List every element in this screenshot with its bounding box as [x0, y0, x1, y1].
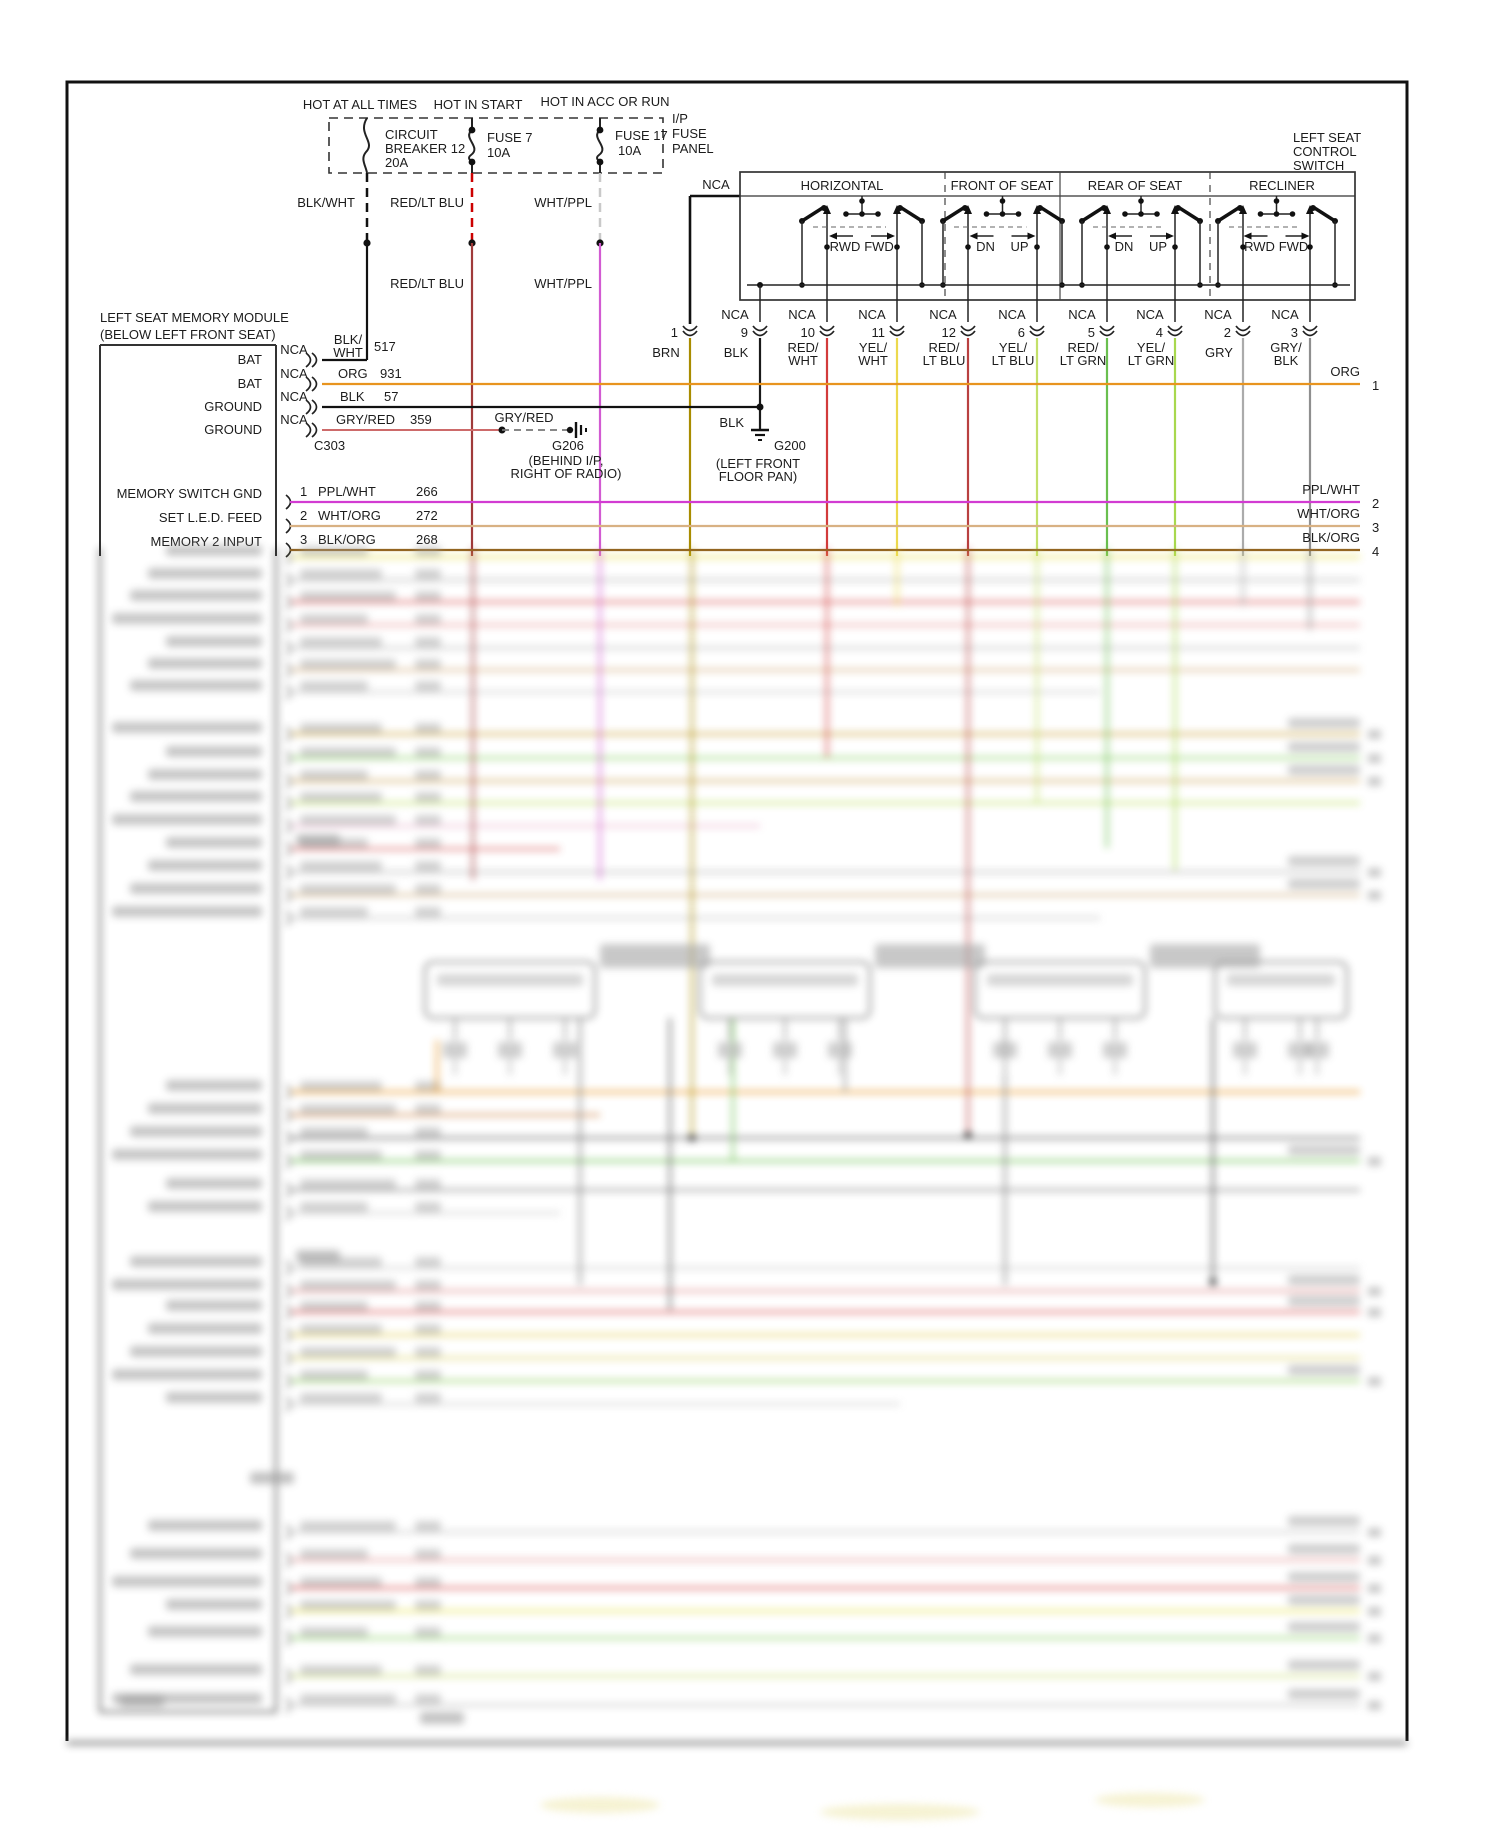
fuse17-label: 10A — [618, 143, 642, 158]
right-edge-wire-label: ORG — [1330, 364, 1360, 379]
wire-label: GRY/RED — [336, 412, 395, 427]
right-edge-wire-label: PPL/WHT — [1302, 482, 1360, 497]
pin-number: 11 — [871, 325, 885, 340]
pin-number: 5 — [1087, 325, 1095, 340]
right-edge-number: 4 — [1372, 544, 1380, 559]
pin-number: 3 — [300, 532, 308, 547]
nca-label: NCA — [998, 307, 1026, 322]
wire-label: BLK — [340, 389, 365, 404]
wire-label: BLK/ — [333, 332, 363, 347]
ground-wire-label: GRY/RED — [494, 410, 554, 425]
switch-direction-label: DN — [1114, 239, 1134, 254]
switch-title: CONTROL — [1293, 144, 1357, 159]
module-pin-label: BAT — [237, 352, 262, 367]
pin-number: 1 — [670, 325, 678, 340]
pin-wire-color: LT BLU — [991, 353, 1035, 368]
panel-label: I/P — [672, 111, 688, 126]
pin-wire-color: WHT — [858, 353, 888, 368]
right-edge-wire-label: WHT/ORG — [1297, 506, 1360, 521]
wire-label: WHT/ORG — [318, 508, 381, 523]
switch-section-label: RECLINER — [1249, 178, 1315, 193]
pin-number: 1 — [300, 484, 308, 499]
module-pin-label: SET L.E.D. FEED — [158, 510, 262, 525]
pin-wire-color: BLK — [723, 345, 749, 360]
pin-number: 2 — [1223, 325, 1231, 340]
wire-number: 268 — [416, 532, 438, 547]
fuse-panel — [329, 111, 714, 173]
switch-contact — [1218, 207, 1240, 221]
pin-number: 9 — [740, 325, 748, 340]
pin-wire-color: GRY/ — [1270, 340, 1302, 355]
wire-number: 517 — [374, 339, 396, 354]
switch-direction-label: FWD — [1278, 239, 1309, 254]
wire-number: 266 — [416, 484, 438, 499]
module-title: LEFT SEAT MEMORY MODULE — [100, 310, 289, 325]
module-title: (BELOW LEFT FRONT SEAT) — [100, 327, 276, 342]
power-source-labels — [303, 94, 670, 112]
pin-number: 12 — [941, 325, 956, 340]
panel-label: FUSE — [672, 126, 707, 141]
wire-label: WHT/PPL — [534, 276, 592, 291]
wire-label: PPL/WHT — [318, 484, 376, 499]
wire-label: ORG — [338, 366, 368, 381]
module-pin-label: GROUND — [204, 399, 262, 414]
pin-wire-color: GRY — [1205, 345, 1233, 360]
nca-label: NCA — [702, 177, 730, 192]
module-pin-label: BAT — [237, 376, 262, 391]
switch-contact — [802, 207, 824, 221]
ground-location: FLOOR PAN) — [718, 469, 798, 484]
wire-label: WHT — [333, 345, 363, 360]
pin-number: 10 — [800, 325, 815, 340]
blurred-lower-region — [67, 545, 1407, 1820]
nca-label: NCA — [858, 307, 886, 322]
breaker-label: CIRCUIT — [385, 127, 438, 142]
switch-contact — [1313, 207, 1335, 221]
right-edge-number: 1 — [1372, 378, 1380, 393]
ground-location: (BEHIND I/P, — [528, 453, 604, 468]
nca-label: NCA — [929, 307, 957, 322]
nca-label: NCA — [280, 412, 308, 427]
wire-label: BLK/WHT — [297, 195, 355, 210]
wire-label: RED/LT BLU — [390, 276, 464, 291]
ground-name: G206 — [552, 438, 584, 453]
switch-direction-label: UP — [1148, 239, 1168, 254]
pin-number: 3 — [1290, 325, 1298, 340]
connector-name: C303 — [314, 438, 346, 453]
breaker-label: 20A — [385, 155, 409, 170]
ground-name: G200 — [774, 438, 806, 453]
switch-direction-label: DN — [976, 239, 995, 254]
nca-label: NCA — [721, 307, 749, 322]
right-edge-number: 3 — [1372, 520, 1380, 535]
pin-wire-color: WHT — [788, 353, 818, 368]
right-edge-wire-label: BLK/ORG — [1302, 530, 1360, 545]
pin-wire-color: RED/ — [787, 340, 819, 355]
nca-label: NCA — [280, 389, 308, 404]
fuse17-label: FUSE 17 — [615, 128, 668, 143]
pin-wire-color: BLK — [1273, 353, 1299, 368]
ground-location: RIGHT OF RADIO) — [510, 466, 622, 481]
pin-wire-color: LT GRN — [1127, 353, 1175, 368]
pin-wire-color: RED/ — [1067, 340, 1099, 355]
wire-number: 57 — [384, 389, 399, 404]
switch-section-label: HORIZONTAL — [800, 178, 884, 193]
power-label: HOT IN ACC OR RUN — [540, 94, 670, 109]
switch-contact — [943, 207, 965, 221]
pin-wire-color: YEL/ — [858, 340, 888, 355]
switch-title: SWITCH — [1293, 158, 1345, 173]
circuit-breaker-icon — [363, 118, 369, 173]
switch-section-label: FRONT OF SEAT — [950, 178, 1054, 193]
ground-location: (LEFT FRONT — [715, 456, 801, 471]
fuse7-label: 10A — [487, 145, 511, 160]
switch-section-label: REAR OF SEAT — [1087, 178, 1183, 193]
switch-contact — [1082, 207, 1104, 221]
wire-label: RED/LT BLU — [390, 195, 464, 210]
switch-contact — [1040, 207, 1062, 221]
nca-label: NCA — [1271, 307, 1299, 322]
pin-wire-color: RED/ — [928, 340, 960, 355]
switch-direction-label: RWD — [1244, 239, 1275, 254]
ground-wire-label: BLK — [719, 415, 744, 430]
module-pin-label: GROUND — [204, 422, 262, 437]
panel-label: PANEL — [672, 141, 714, 156]
right-edge-number: 2 — [1372, 496, 1380, 511]
nca-label: NCA — [1068, 307, 1096, 322]
module-pin-label: MEMORY SWITCH GND — [116, 486, 262, 501]
fuse7-label: FUSE 7 — [487, 130, 533, 145]
wire-number: 931 — [380, 366, 402, 381]
module-pin-label: MEMORY 2 INPUT — [150, 534, 262, 549]
switch-contact — [1178, 207, 1200, 221]
wire-number: 272 — [416, 508, 438, 523]
switch-direction-label: UP — [1010, 239, 1029, 254]
nca-label: NCA — [280, 366, 308, 381]
pin-wire-color: LT GRN — [1059, 353, 1107, 368]
nca-label: NCA — [1204, 307, 1232, 322]
switch-title: LEFT SEAT — [1293, 130, 1362, 145]
pin-number: 6 — [1017, 325, 1025, 340]
wire-number: 359 — [410, 412, 432, 427]
pin-wire-color: BRN — [652, 345, 680, 360]
switch-direction-label: FWD — [864, 239, 894, 254]
pin-number: 2 — [300, 508, 308, 523]
switch-contact — [900, 207, 922, 221]
fuse-icon — [469, 130, 474, 162]
switch-connector-pins — [652, 307, 1317, 556]
wire-label: BLK/ORG — [318, 532, 376, 547]
switch-direction-label: RWD — [829, 239, 861, 254]
pin-wire-color: YEL/ — [998, 340, 1028, 355]
wire-label: WHT/PPL — [534, 195, 592, 210]
fuse-icon — [597, 130, 602, 162]
pin-wire-color: LT BLU — [922, 353, 966, 368]
power-label: HOT IN START — [433, 97, 523, 112]
nca-label: NCA — [280, 342, 308, 357]
pin-wire-color: YEL/ — [1136, 340, 1166, 355]
power-label: HOT AT ALL TIMES — [302, 97, 418, 112]
nca-label: NCA — [1136, 307, 1164, 322]
breaker-label: BREAKER 12 — [385, 141, 466, 156]
pin-number: 4 — [1155, 325, 1163, 340]
nca-label: NCA — [788, 307, 816, 322]
generated-diagram-detail — [117, 178, 1380, 559]
